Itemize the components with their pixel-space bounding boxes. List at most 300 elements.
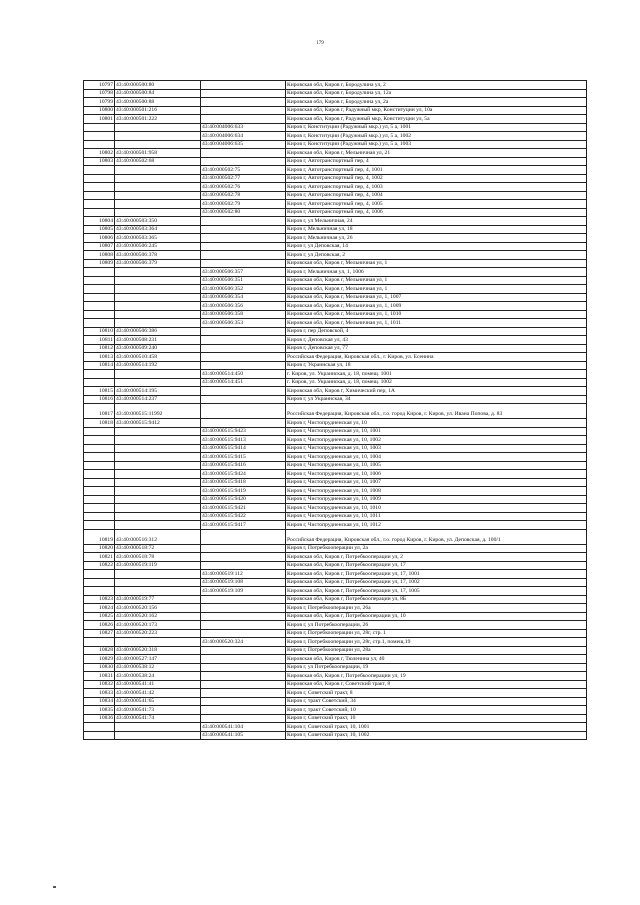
sub-cadastral-number-cell <box>201 595 286 604</box>
table-row <box>84 200 587 209</box>
address-cell: Киров г, пер Деповской, 4 <box>286 327 587 336</box>
address-cell: Кировская обл, Киров г, Потребкооперации ул, 10 <box>286 612 587 621</box>
row-number-cell: 10819 <box>84 529 115 544</box>
table-row <box>84 361 587 370</box>
cadastral-number-cell <box>115 378 201 387</box>
row-number-cell: 10826 <box>84 621 115 630</box>
address-cell: Киров г, Чистопрудненская ул, 10 <box>286 419 587 428</box>
address-cell: Киров г, Мельничная ул, 18 <box>286 225 587 234</box>
sub-cadastral-number-cell: 43:40:000515:9413 <box>201 436 286 445</box>
sub-cadastral-number-cell <box>201 361 286 370</box>
cadastral-number-cell: 43:40:000538:12 <box>115 663 201 672</box>
cadastral-number-cell <box>115 285 201 294</box>
scan-mark <box>53 886 56 888</box>
address-cell: Кировская обл, Киров г, Мельничная ул, 21 <box>286 149 587 158</box>
sub-cadastral-number-cell <box>201 81 286 90</box>
row-number-cell <box>84 276 115 285</box>
cadastral-number-cell <box>115 512 201 521</box>
table-row <box>84 570 587 579</box>
table-row <box>84 259 587 268</box>
sub-cadastral-number-cell <box>201 115 286 124</box>
cadastral-number-cell <box>115 461 201 470</box>
table-row <box>84 461 587 470</box>
sub-cadastral-number-cell: 43:40:000519:109 <box>201 587 286 596</box>
cadastral-number-cell: 43:40:000502:68 <box>115 157 201 166</box>
cadastral-number-cell: 43:40:000516:312 <box>115 529 201 544</box>
row-number-cell: 10811 <box>84 336 115 345</box>
sub-cadastral-number-cell: 43:40:000515:9415 <box>201 453 286 462</box>
table-row <box>84 604 587 613</box>
address-cell: Российская Федерация, Кировская обл., г.о. город Киров, г. Киров, ул. Деповская, д. 100/1 <box>286 529 587 544</box>
page-number: 179 <box>316 41 324 46</box>
address-cell: Кировская обл, Киров г, Мельничная ул, 1 <box>286 285 587 294</box>
sub-cadastral-number-cell <box>201 344 286 353</box>
row-number-cell: 10829 <box>84 655 115 664</box>
address-cell: Киров г, Деповская ул, 77 <box>286 344 587 353</box>
sub-cadastral-number-cell: 43:40:000515:9423 <box>201 427 286 436</box>
sub-cadastral-number-cell <box>201 149 286 158</box>
row-number-cell: 10835 <box>84 706 115 715</box>
address-cell: Кировская обл, Киров г, Потребкооперации ул, 19 <box>286 672 587 681</box>
cadastral-number-cell: 43:40:000508:231 <box>115 336 201 345</box>
row-number-cell: 10827 <box>84 629 115 638</box>
table-row <box>84 655 587 664</box>
table-row <box>84 268 587 277</box>
row-number-cell: 10802 <box>84 149 115 158</box>
address-cell: Киров г, Автотранспортный пер, 4, 1002 <box>286 174 587 183</box>
cadastral-number-cell: 43:40:000518:78 <box>115 553 201 562</box>
sub-cadastral-number-cell: 43:40:000506:354 <box>201 293 286 302</box>
row-number-cell <box>84 578 115 587</box>
row-number-cell: 10830 <box>84 663 115 672</box>
cadastral-number-cell <box>115 132 201 141</box>
table-row <box>84 115 587 124</box>
address-cell: Кировская обл, Киров г, Мельничная ул, 1, 1011 <box>286 319 587 328</box>
sub-cadastral-number-cell: 43:40:000519:108 <box>201 578 286 587</box>
address-cell: Киров г, Чистопрудненская ул, 10, 1007 <box>286 478 587 487</box>
table-row <box>84 344 587 353</box>
row-number-cell <box>84 487 115 496</box>
address-cell: Киров г, Конституции (Радужный мкр.) ул, 5 а, 1003 <box>286 140 587 149</box>
row-number-cell: 10797 <box>84 81 115 90</box>
row-number-cell: 10798 <box>84 89 115 98</box>
row-number-cell: 10833 <box>84 689 115 698</box>
address-cell: Российская Федерация, Кировская обл., г.о. город Киров, г. Киров, ул. Ивана Попова, д. 83 <box>286 404 587 419</box>
address-cell: Киров г, Автотранспортный пер, 4, 1005 <box>286 200 587 209</box>
row-number-cell: 10817 <box>84 404 115 419</box>
address-cell: Киров г, Конституции (Радужный мкр.) ул, 5 а, 1002 <box>286 132 587 141</box>
sub-cadastral-number-cell <box>201 217 286 226</box>
table-row <box>84 629 587 638</box>
cadastral-number-cell: 43:40:000503:350 <box>115 217 201 226</box>
row-number-cell <box>84 378 115 387</box>
cadastral-number-cell: 43:40:000501:222 <box>115 115 201 124</box>
cadastral-number-cell: 43:40:000506:245 <box>115 242 201 251</box>
table-row <box>84 478 587 487</box>
sub-cadastral-number-cell: 43:40:000519:112 <box>201 570 286 579</box>
address-cell: Киров г, Мельничная ул, 26 <box>286 234 587 243</box>
sub-cadastral-number-cell <box>201 395 286 404</box>
table-row <box>84 327 587 336</box>
row-number-cell: 10805 <box>84 225 115 234</box>
row-number-cell <box>84 183 115 192</box>
cadastral-number-cell <box>115 293 201 302</box>
cadastral-number-cell: 43:40:000510:458 <box>115 353 201 362</box>
cadastral-number-cell: 43:40:000515:11992 <box>115 404 201 419</box>
cadastral-number-cell: 43:40:000520:223 <box>115 629 201 638</box>
cadastral-number-cell <box>115 436 201 445</box>
sub-cadastral-number-cell <box>201 663 286 672</box>
table-row <box>84 310 587 319</box>
row-number-cell: 10799 <box>84 98 115 107</box>
table-row <box>84 544 587 553</box>
table-row <box>84 521 587 530</box>
cadastral-number-cell: 43:40:000514:237 <box>115 395 201 404</box>
table-row <box>84 123 587 132</box>
address-cell: Кировская обл, Киров г, Радужный мкр, Конституции ул, 5а <box>286 115 587 124</box>
sub-cadastral-number-cell <box>201 604 286 613</box>
sub-cadastral-number-cell <box>201 225 286 234</box>
sub-cadastral-number-cell <box>201 157 286 166</box>
row-number-cell <box>84 370 115 379</box>
table-row <box>84 561 587 570</box>
sub-cadastral-number-cell <box>201 706 286 715</box>
table-row <box>84 191 587 200</box>
cadastral-number-cell: 43:40:000515:9412 <box>115 419 201 428</box>
row-number-cell: 10818 <box>84 419 115 428</box>
table-row <box>84 395 587 404</box>
sub-cadastral-number-cell: 43:40:000541:105 <box>201 731 286 740</box>
row-number-cell <box>84 166 115 175</box>
table-row <box>84 217 587 226</box>
address-cell: Киров г, ул Потребкооперации, 26 <box>286 621 587 630</box>
row-number-cell: 10809 <box>84 259 115 268</box>
cadastral-number-cell <box>115 453 201 462</box>
table-row <box>84 723 587 732</box>
sub-cadastral-number-cell: 43:40:000502:77 <box>201 174 286 183</box>
row-number-cell <box>84 140 115 149</box>
sub-cadastral-number-cell: 43:40:000515:9419 <box>201 487 286 496</box>
table-row <box>84 419 587 428</box>
table-row <box>84 470 587 479</box>
sub-cadastral-number-cell <box>201 327 286 336</box>
table-row <box>84 612 587 621</box>
cadastral-number-cell <box>115 319 201 328</box>
table-row <box>84 106 587 115</box>
address-cell: Киров г, Потребкооперации ул, 28г, стр.1, помещ.19 <box>286 638 587 647</box>
table-row <box>84 319 587 328</box>
table-row <box>84 487 587 496</box>
row-number-cell <box>84 495 115 504</box>
sub-cadastral-number-cell <box>201 419 286 428</box>
cadastral-number-cell: 43:40:000541:42 <box>115 689 201 698</box>
cadastral-number-cell <box>115 478 201 487</box>
sub-cadastral-number-cell: 43:40:000515:9424 <box>201 470 286 479</box>
table-row <box>84 621 587 630</box>
sub-cadastral-number-cell: 43:40:000506:356 <box>201 302 286 311</box>
table-row <box>84 595 587 604</box>
cadastral-number-cell <box>115 587 201 596</box>
cadastral-number-cell: 43:40:000501:216 <box>115 106 201 115</box>
sub-cadastral-number-cell: 43:40:000502:79 <box>201 200 286 209</box>
sub-cadastral-number-cell <box>201 689 286 698</box>
address-cell: Киров г, ул Деповская, 2 <box>286 251 587 260</box>
row-number-cell: 10807 <box>84 242 115 251</box>
address-cell: Российская Федерация, Кировская обл., г. Киров, ул. Есенина <box>286 353 587 362</box>
sub-cadastral-number-cell <box>201 259 286 268</box>
address-cell: Киров г, Конституции (Радужный мкр.) ул, 5 а, 1001 <box>286 123 587 132</box>
cadastral-number-cell <box>115 310 201 319</box>
address-cell: Кировская обл, Киров г, Мельничная ул, 1 <box>286 276 587 285</box>
address-cell: Кировская обл, Киров г, Мельничная ул, 1, 1007 <box>286 293 587 302</box>
table-row <box>84 225 587 234</box>
address-cell: Кировская обл, Киров г, Бородулина ул, 2 <box>286 81 587 90</box>
address-cell: Кировская обл, Киров г, Потребкооперации ул, 17, 1001 <box>286 570 587 579</box>
address-cell: Кировская обл, Киров г, Мельничная ул, 1, 1009 <box>286 302 587 311</box>
address-cell: Киров г, Чистопрудненская ул, 10, 1010 <box>286 504 587 513</box>
table-row <box>84 638 587 647</box>
table-row <box>84 578 587 587</box>
sub-cadastral-number-cell: 43:40:004006:633 <box>201 123 286 132</box>
address-cell: Киров г, Автотранспортный пер, 4 <box>286 157 587 166</box>
sub-cadastral-number-cell: 43:40:004006:635 <box>201 140 286 149</box>
row-number-cell: 10821 <box>84 553 115 562</box>
row-number-cell <box>84 123 115 132</box>
sub-cadastral-number-cell <box>201 387 286 396</box>
cadastral-number-cell: 43:40:000520:162 <box>115 612 201 621</box>
table-row <box>84 302 587 311</box>
row-number-cell: 10808 <box>84 251 115 260</box>
table-row <box>84 353 587 362</box>
cadastral-number-cell: 43:40:000527:147 <box>115 655 201 664</box>
row-number-cell: 10814 <box>84 361 115 370</box>
row-number-cell: 10822 <box>84 561 115 570</box>
row-number-cell: 10804 <box>84 217 115 226</box>
cadastral-number-cell <box>115 495 201 504</box>
cadastral-number-cell: 43:40:000514:195 <box>115 387 201 396</box>
cadastral-number-cell: 43:40:000518:72 <box>115 544 201 553</box>
cadastral-number-cell <box>115 521 201 530</box>
cadastral-number-cell <box>115 370 201 379</box>
cadastral-number-cell: 43:40:000500:80 <box>115 81 201 90</box>
table-row <box>84 706 587 715</box>
row-number-cell: 10820 <box>84 544 115 553</box>
address-cell: Кировская обл, Киров г, Потребкооперации ул, 8Б <box>286 595 587 604</box>
row-number-cell <box>84 504 115 513</box>
sub-cadastral-number-cell: 43:40:000515:9422 <box>201 512 286 521</box>
sub-cadastral-number-cell <box>201 242 286 251</box>
cadastral-number-cell: 43:40:000506:378 <box>115 251 201 260</box>
table-row <box>84 251 587 260</box>
sub-cadastral-number-cell <box>201 404 286 419</box>
row-number-cell <box>84 453 115 462</box>
row-number-cell: 10825 <box>84 612 115 621</box>
cadastral-number-cell <box>115 444 201 453</box>
row-number-cell: 10824 <box>84 604 115 613</box>
sub-cadastral-number-cell <box>201 697 286 706</box>
cadastral-number-cell <box>115 487 201 496</box>
cadastral-number-cell <box>115 268 201 277</box>
cadastral-number-cell: 43:40:000541:73 <box>115 706 201 715</box>
row-number-cell: 10812 <box>84 344 115 353</box>
table-row <box>84 293 587 302</box>
table-row <box>84 132 587 141</box>
cadastral-number-cell: 43:40:000503:365 <box>115 234 201 243</box>
cadastral-number-cell <box>115 276 201 285</box>
row-number-cell <box>84 310 115 319</box>
address-cell: Киров г, Украинская ул, 18 <box>286 361 587 370</box>
row-number-cell <box>84 200 115 209</box>
sub-cadastral-number-cell <box>201 529 286 544</box>
address-cell: Кировская обл, Киров г, Мельничная ул, 1 <box>286 259 587 268</box>
address-cell: Киров г, Чистопрудненская ул, 10, 1003 <box>286 444 587 453</box>
table-row <box>84 378 587 387</box>
row-number-cell: 10813 <box>84 353 115 362</box>
sub-cadastral-number-cell: 43:40:000502:80 <box>201 208 286 217</box>
address-cell: Киров г, Потребкооперации ул, 26а <box>286 604 587 613</box>
sub-cadastral-number-cell: 43:40:000502:76 <box>201 183 286 192</box>
row-number-cell: 10810 <box>84 327 115 336</box>
address-cell: Киров г, Советский тракт, 10 <box>286 714 587 723</box>
sub-cadastral-number-cell <box>201 646 286 655</box>
sub-cadastral-number-cell: 43:40:000520:324 <box>201 638 286 647</box>
sub-cadastral-number-cell: 43:40:000502:78 <box>201 191 286 200</box>
row-number-cell <box>84 638 115 647</box>
address-cell: Киров г, Чистопрудненская ул, 10, 1012 <box>286 521 587 530</box>
row-number-cell: 10836 <box>84 714 115 723</box>
cadastral-number-cell: 43:40:000500:84 <box>115 89 201 98</box>
row-number-cell <box>84 293 115 302</box>
address-cell: Кировская обл, Киров г, Бородулина ул, 2а <box>286 98 587 107</box>
row-number-cell: 10801 <box>84 115 115 124</box>
row-number-cell <box>84 208 115 217</box>
cadastral-number-cell: 43:40:000520:173 <box>115 621 201 630</box>
sub-cadastral-number-cell <box>201 106 286 115</box>
cadastral-number-cell <box>115 731 201 740</box>
cadastral-number-cell <box>115 578 201 587</box>
row-number-cell: 10816 <box>84 395 115 404</box>
cadastral-number-cell: 43:40:000541:74 <box>115 714 201 723</box>
table-row <box>84 149 587 158</box>
cadastral-number-cell: 43:40:000519:119 <box>115 561 201 570</box>
cadastral-number-cell: 43:40:000514:192 <box>115 361 201 370</box>
address-cell: Кировская обл, Киров г, Потребкооперации ул, 17, 1002 <box>286 578 587 587</box>
cadastral-number-cell <box>115 302 201 311</box>
table-row <box>84 453 587 462</box>
sub-cadastral-number-cell <box>201 714 286 723</box>
cadastral-number-cell <box>115 427 201 436</box>
cadastral-number-cell <box>115 166 201 175</box>
address-cell: Киров г, Потребкооперации ул, 28а <box>286 646 587 655</box>
address-cell: Киров г, Автотранспортный пер, 4, 1003 <box>286 183 587 192</box>
address-cell: Кировская обл, Киров г, Бородулина ул, 12а <box>286 89 587 98</box>
row-number-cell: 10823 <box>84 595 115 604</box>
sub-cadastral-number-cell: 43:40:000506:352 <box>201 285 286 294</box>
sub-cadastral-number-cell: 43:40:000506:351 <box>201 276 286 285</box>
cadastral-number-cell <box>115 123 201 132</box>
table-row <box>84 731 587 740</box>
table-row <box>84 285 587 294</box>
address-cell: Кировская обл, Киров г, Потребкооперации ул, 17, 1005 <box>286 587 587 596</box>
address-cell: Киров г, Потребкооперации ул, 2а <box>286 544 587 553</box>
table-row <box>84 157 587 166</box>
row-number-cell <box>84 132 115 141</box>
row-number-cell <box>84 470 115 479</box>
sub-cadastral-number-cell <box>201 672 286 681</box>
row-number-cell <box>84 302 115 311</box>
cadastral-number-cell <box>115 504 201 513</box>
sub-cadastral-number-cell <box>201 680 286 689</box>
table-row <box>84 183 587 192</box>
table-row <box>84 174 587 183</box>
address-cell: Кировская обл, Киров г, Химический пер, 1А <box>286 387 587 396</box>
address-cell: Киров г, Чистопрудненская ул, 10, 1001 <box>286 427 587 436</box>
sub-cadastral-number-cell: 43:40:000506:358 <box>201 310 286 319</box>
sub-cadastral-number-cell <box>201 234 286 243</box>
sub-cadastral-number-cell: 43:40:000515:9418 <box>201 478 286 487</box>
sub-cadastral-number-cell <box>201 353 286 362</box>
sub-cadastral-number-cell: 43:40:000506:357 <box>201 268 286 277</box>
table-body <box>84 81 587 740</box>
address-cell: Киров г, тракт Советский, 10 <box>286 706 587 715</box>
address-cell: Киров г, ул Потребкооперации, 19 <box>286 663 587 672</box>
address-cell: Киров г, Советский тракт, 10, 1002 <box>286 731 587 740</box>
cadastral-number-cell <box>115 723 201 732</box>
row-number-cell: 10806 <box>84 234 115 243</box>
row-number-cell: 10834 <box>84 697 115 706</box>
address-cell: Кировская обл, Киров г, Тюленина ул, 40 <box>286 655 587 664</box>
address-cell: Кировская обл, Киров г, Советский тракт, 8 <box>286 680 587 689</box>
row-number-cell <box>84 174 115 183</box>
table-row <box>84 166 587 175</box>
row-number-cell <box>84 444 115 453</box>
address-cell: Киров г, Чистопрудненская ул, 10, 1008 <box>286 487 587 496</box>
row-number-cell <box>84 285 115 294</box>
cadastral-number-cell: 43:40:000503:364 <box>115 225 201 234</box>
row-number-cell: 10815 <box>84 387 115 396</box>
cadastral-number-cell: 43:40:000541:41 <box>115 680 201 689</box>
row-number-cell <box>84 427 115 436</box>
row-number-cell <box>84 436 115 445</box>
row-number-cell <box>84 461 115 470</box>
row-number-cell <box>84 268 115 277</box>
sub-cadastral-number-cell <box>201 621 286 630</box>
cadastral-number-cell: 43:40:000506:379 <box>115 259 201 268</box>
cadastral-number-cell <box>115 470 201 479</box>
address-cell: Киров г, Чистопрудненская ул, 10, 1006 <box>286 470 587 479</box>
table-row <box>84 89 587 98</box>
address-cell: Киров г, ул Деповская, 14 <box>286 242 587 251</box>
sub-cadastral-number-cell <box>201 612 286 621</box>
address-cell: Кировская обл, Киров г, Потребкооперации ул, 17 <box>286 561 587 570</box>
sub-cadastral-number-cell: 43:40:000541:104 <box>201 723 286 732</box>
address-cell: Киров г, Мельничная ул, 1, 1006 <box>286 268 587 277</box>
table-row <box>84 81 587 90</box>
cadastral-number-cell: 43:40:000520:318 <box>115 646 201 655</box>
address-cell: Киров г, ул Украинская, 34 <box>286 395 587 404</box>
table-row <box>84 336 587 345</box>
sub-cadastral-number-cell: 43:40:000514:451 <box>201 378 286 387</box>
address-cell: Киров г, Автотранспортный пер, 4, 1006 <box>286 208 587 217</box>
table-row <box>84 98 587 107</box>
table-row <box>84 208 587 217</box>
table-row <box>84 495 587 504</box>
address-cell: Киров г, Советский тракт, 8 <box>286 689 587 698</box>
sub-cadastral-number-cell <box>201 98 286 107</box>
address-cell: Кировская обл, Киров г, Потребкооперации ул, 2 <box>286 553 587 562</box>
table-row <box>84 444 587 453</box>
address-cell: Киров г, Чистопрудненская ул, 10, 1005 <box>286 461 587 470</box>
